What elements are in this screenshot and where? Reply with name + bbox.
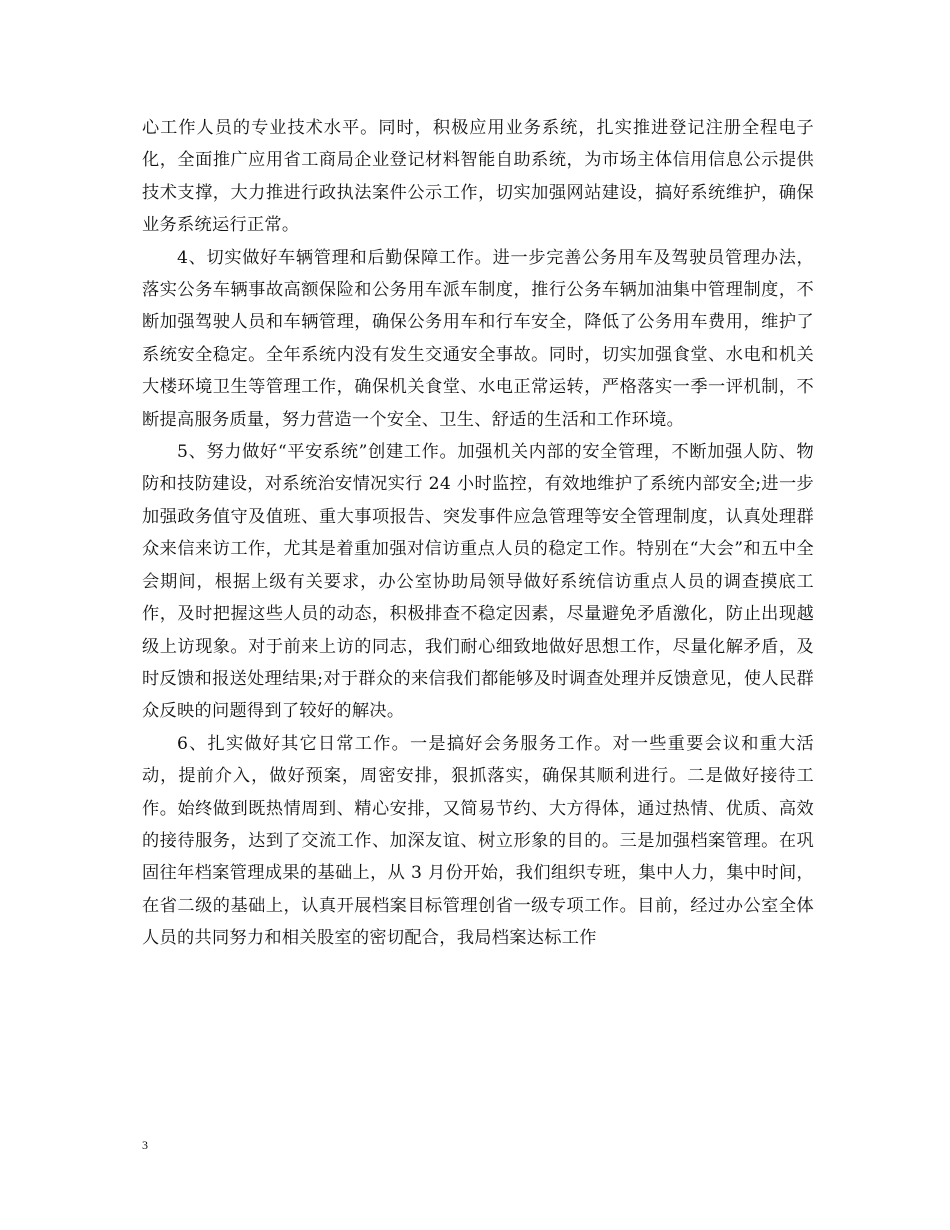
- page-number: 3: [142, 1138, 148, 1152]
- paragraph-daily-work: 6、扎实做好其它日常工作。一是搞好会务服务工作。对一些重要会议和重大活动，提前介入，做好预案，周密安排，狠抓落实，确保其顺利进行。二是做好接待工作。始终做到既热情周到、精心安排，又简易节约、大方得体，通过热情、优质、高效的接待服务，达到了交流工作、加深友谊、树立形象的目的。三是加强档案管理。在巩固往年档案管理成果的基础上，从 3 月份开始，我们组织专班，集中人力，集中时间，在省二级的基础上，认真开展档案目标管理创省一级专项工作。目前，经过办公室全体人员的共同努力和相关股室的密切配合，我局档案达标工作: [142, 733, 814, 949]
- paragraph-vehicle-management: 4、切实做好车辆管理和后勤保障工作。进一步完善公务用车及驾驶员管理办法，落实公务车辆事故高额保险和公务用车派车制度，推行公务车辆加油集中管理制度，不断加强驾驶人员和车辆管理，确保公务用车和行车安全，降低了公务用车费用，维护了系统安全稳定。全年系统内没有发生交通安全事故。同时，切实加强食堂、水电和机关大楼环境卫生等管理工作，确保机关食堂、水电正常运转，严格落实一季一评机制，不断提高服务质量，努力营造一个安全、卫生、舒适的生活和工作环境。: [142, 247, 814, 430]
- paragraph-safe-system: 5、努力做好“平安系统”创建工作。加强机关内部的安全管理，不断加强人防、物防和技防建设，对系统治安情况实行 24 小时监控，有效地维护了系统内部安全;进一步加强政务值守及值班、重大事项报告、突发事件应急管理等安全管理制度，认真处理群众来信来访工作，尤其是着重加强对信访重点人员的稳定工作。特别在“大会”和五中全会期间，根据上级有关要求，办公室协助局领导做好系统信访重点人员的调查摸底工作，及时把握这些人员的动态，积极排查不稳定因素，尽量避免矛盾激化，防止出现越级上访现象。对于前来上访的同志，我们耐心细致地做好思想工作，尽量化解矛盾，及时反馈和报送处理结果;对于群众的来信我们都能够及时调查处理并反馈意见，使人民群众反映的问题得到了较好的解决。: [142, 442, 814, 722]
- document-body: [142, 112, 814, 955]
- paragraph-continuation: 心工作人员的专业技术水平。同时，积极应用业务系统，扎实推进登记注册全程电子化，全面推广应用省工商局企业登记材料智能自助系统，为市场主体信用信息公示提供技术支撑，大力推进行政执法案件公示工作，切实加强网站建设，搞好系统维护，确保业务系统运行正常。: [142, 118, 814, 236]
